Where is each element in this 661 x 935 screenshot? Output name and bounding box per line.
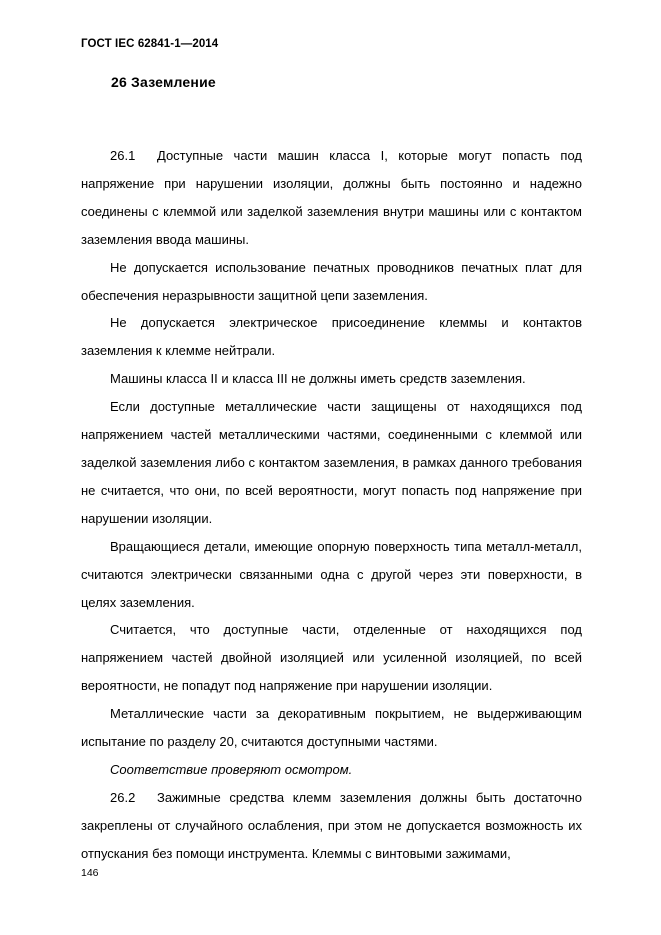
body-text bbox=[81, 142, 582, 868]
paragraph-26-1 bbox=[81, 142, 582, 254]
paragraph-text: Доступные части машин класса I, которые могут попасть под напряжение при нарушении изоляции, должны быть постоянно и надежно соединены с клеммой или заделкой заземления внутри машины или с контактом заземления ввода машины. bbox=[81, 148, 582, 247]
paragraph-text: Зажимные средства клемм заземления должны быть достаточно закреплены от случайного ослабления, при этом не допускается возможность их отпускания без помощи инструмента. Клеммы с винтовыми зажимами, bbox=[81, 789, 582, 861]
page-number: 146 bbox=[81, 867, 99, 879]
compliance-note: Соответствие проверяют осмотром. bbox=[110, 761, 353, 777]
paragraph: Металлические части за декоративным покрытием, не выдерживающим испытание по разделу 20, считаются доступными частями. bbox=[81, 706, 582, 750]
paragraph: Считается, что доступные части, отделенные от находящихся под напряжением частей двойной изоляцией или усиленной изоляцией, по всей вероятности, не попадут под напряжение при нарушении изоляции. bbox=[81, 622, 582, 694]
standard-header: ГОСТ IEC 62841-1—2014 bbox=[81, 38, 219, 50]
section-title: 26 Заземление bbox=[111, 74, 216, 90]
paragraph: Машины класса II и класса III не должны иметь средств заземления. bbox=[110, 371, 526, 387]
paragraph: Не допускается использование печатных проводников печатных плат для обеспечения неразрывности защитной цепи заземления. bbox=[81, 259, 582, 303]
paragraph: Не допускается электрическое присоединение клеммы и контактов заземления к клемме нейтрали. bbox=[81, 315, 582, 359]
clause-number: 26.1 bbox=[110, 148, 136, 163]
paragraph: Вращающиеся детали, имеющие опорную поверхность типа металл-металл, считаются электрически связанными одна с другой через эти поверхности, в целях заземления. bbox=[81, 538, 582, 610]
paragraph: Если доступные металлические части защищены от находящихся под напряжением частей металлическими частями, соединенными с клеммой или заделкой заземления либо с контактом заземления, в рамках данного требования не считается, что они, по всей вероятности, могут попасть под напряжение при нарушении изоляции. bbox=[81, 399, 582, 526]
clause-number: 26.2 bbox=[110, 789, 136, 805]
paragraph-26-2 bbox=[81, 784, 582, 868]
